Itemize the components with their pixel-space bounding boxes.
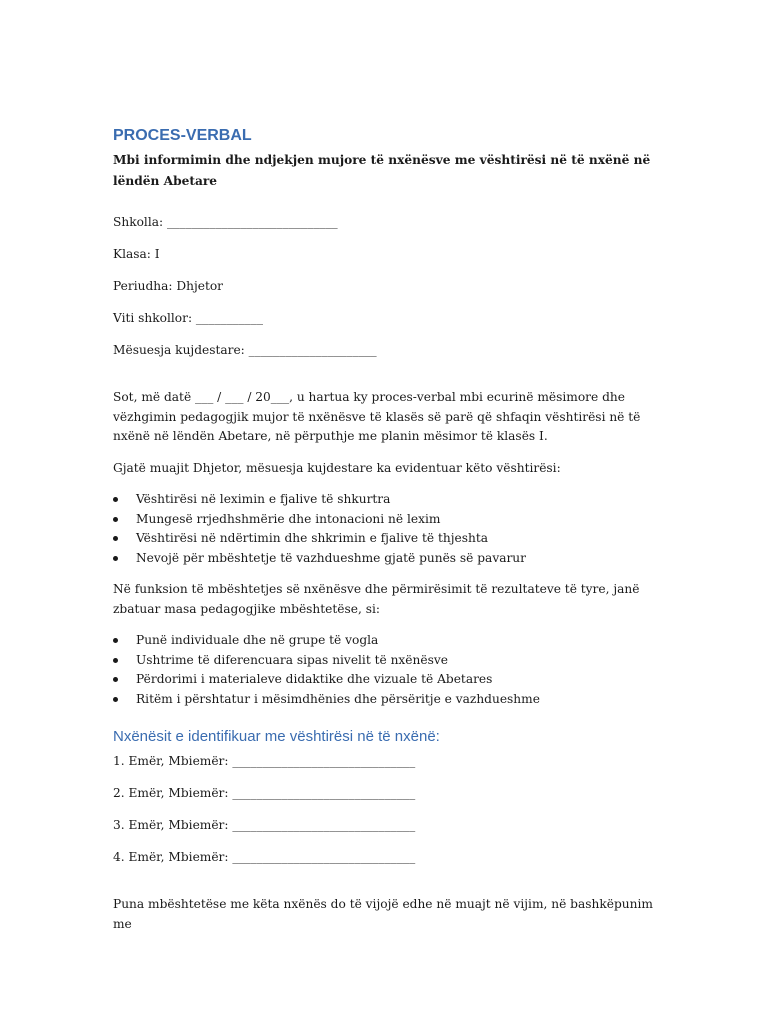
bullet-icon: [113, 556, 118, 561]
students-heading: Nxënësit e identifikuar me vështirësi në të nxënë:: [113, 728, 440, 745]
list-item: [113, 670, 658, 690]
intro-paragraph: Sot, më datë ___ / ___ / 20___, u hartua ky proces-verbal mbi ecurinë mësimore dhe vëzhgimin pedagogjik mujor të nxënësve të klasës së parë që shfaqin vështirësi në të nxënë në lëndën Abetare, në përputhje me planin mësimor të klasës I.: [113, 390, 641, 443]
document-title: PROCES-VERBAL: [113, 127, 252, 144]
list-item-text: Vështirësi në leximin e fjalive të shkurtra: [136, 492, 391, 506]
field-school-year: Viti shkollor: ___________: [113, 311, 263, 325]
list-item-text: Përdorimi i materialeve didaktike dhe vizuale të Abetares: [136, 672, 493, 686]
field-school: Shkolla: ____________________________: [113, 215, 338, 229]
list-item: [113, 529, 658, 549]
document-body: [113, 126, 658, 946]
student-line-2: 2. Emër, Mbiemër: ______________________________: [113, 786, 416, 800]
difficulties-list: [113, 490, 658, 568]
bullet-icon: [113, 638, 118, 643]
list-item: [113, 549, 658, 569]
student-line-3: 3. Emër, Mbiemër: ______________________________: [113, 818, 416, 832]
measures-list: [113, 631, 658, 709]
field-teacher: Mësuesja kujdestare: _____________________: [113, 343, 377, 357]
observed-intro: Gjatë muajit Dhjetor, mësuesja kujdestare ka evidentuar këto vështirësi:: [113, 460, 561, 475]
list-item: [113, 651, 658, 671]
list-item-text: Ritëm i përshtatur i mësimdhënies dhe përsëritje e vazhdueshme: [136, 691, 540, 706]
document-subtitle: Mbi informimin dhe ndjekjen mujore të nxënësve me vështirësi në të nxënë në lëndën Abetare: [113, 153, 651, 188]
student-line-1: 1. Emër, Mbiemër: ______________________________: [113, 754, 416, 768]
list-item-text: Nevojë për mbështetje të vazhdueshme gjatë punës së pavarur: [136, 550, 526, 565]
list-item-text: Mungesë rrjedhshmërie dhe intonacioni në lexim: [136, 511, 441, 526]
bullet-icon: [113, 517, 118, 522]
field-period: Periudha: Dhjetor: [113, 279, 224, 293]
measures-intro: Në funksion të mbështetjes së nxënësve dhe përmirësimit të rezultateve të tyre, janë zbatuar masa pedagogjike mbështetëse, si:: [113, 582, 640, 616]
bullet-icon: [113, 497, 118, 502]
list-item: [113, 690, 658, 710]
student-line-4: 4. Emër, Mbiemër: ______________________________: [113, 850, 416, 864]
bullet-icon: [113, 658, 118, 663]
list-item-text: Vështirësi në ndërtimin dhe shkrimin e fjalive të thjeshta: [136, 531, 488, 545]
list-item: [113, 490, 658, 510]
list-item-text: Punë individuale dhe në grupe të vogla: [136, 633, 379, 647]
list-item-text: Ushtrime të diferencuara sipas nivelit të nxënësve: [136, 652, 448, 667]
closing-text: Puna mbështetëse me këta nxënës do të vijojë edhe në muajt në vijim, në bashkëpunim me: [113, 897, 653, 931]
field-class: Klasa: I: [113, 247, 160, 261]
bullet-icon: [113, 677, 118, 682]
list-item: [113, 631, 658, 651]
bullet-icon: [113, 697, 118, 702]
bullet-icon: [113, 536, 118, 541]
list-item: [113, 510, 658, 530]
